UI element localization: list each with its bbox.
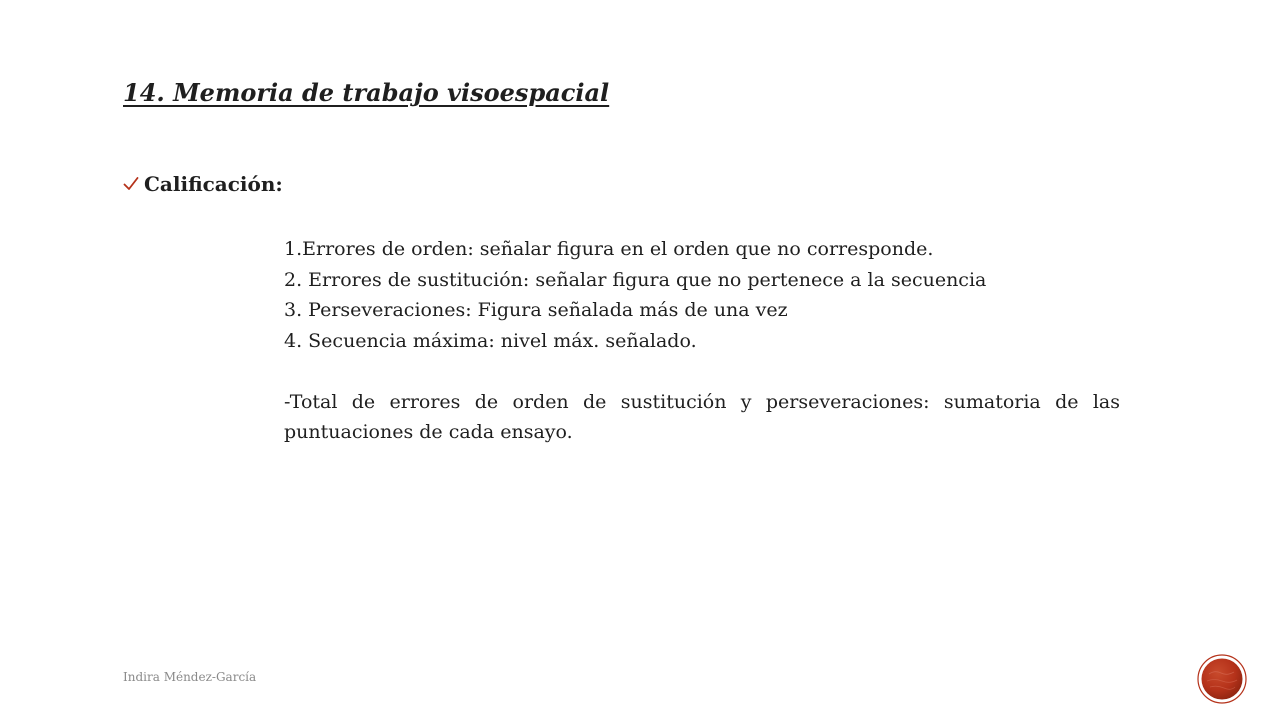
scoring-bullet (122, 172, 283, 196)
criteria-item-order-errors: 1.Errores de orden: señalar figura en el orden que no corresponde. (284, 238, 934, 260)
paragraph-spacer (284, 356, 1120, 387)
criteria-item-max-sequence: 4. Secuencia máxima: nivel máx. señalado. (284, 329, 697, 352)
author-footer: Indira Méndez-García (123, 670, 257, 684)
slide-number-badge-icon (1197, 654, 1247, 704)
criteria-item-substitution-errors: 2. Errores de sustitución: señalar figura que no pertenece a la secuencia (284, 268, 987, 291)
total-errors-note: -Total de errores de orden de sustitución y perseveraciones: sumatoria de las puntuaciones de cada ensayo. (284, 390, 1120, 443)
slide-title: 14. Memoria de trabajo visoespacial (123, 78, 610, 107)
scoring-label: Calificación: (144, 172, 283, 196)
scoring-criteria (284, 234, 1120, 448)
criteria-item-perseverations: 3. Perseveraciones: Figura señalada más de una vez (284, 299, 788, 321)
checkmark-icon (122, 175, 140, 193)
